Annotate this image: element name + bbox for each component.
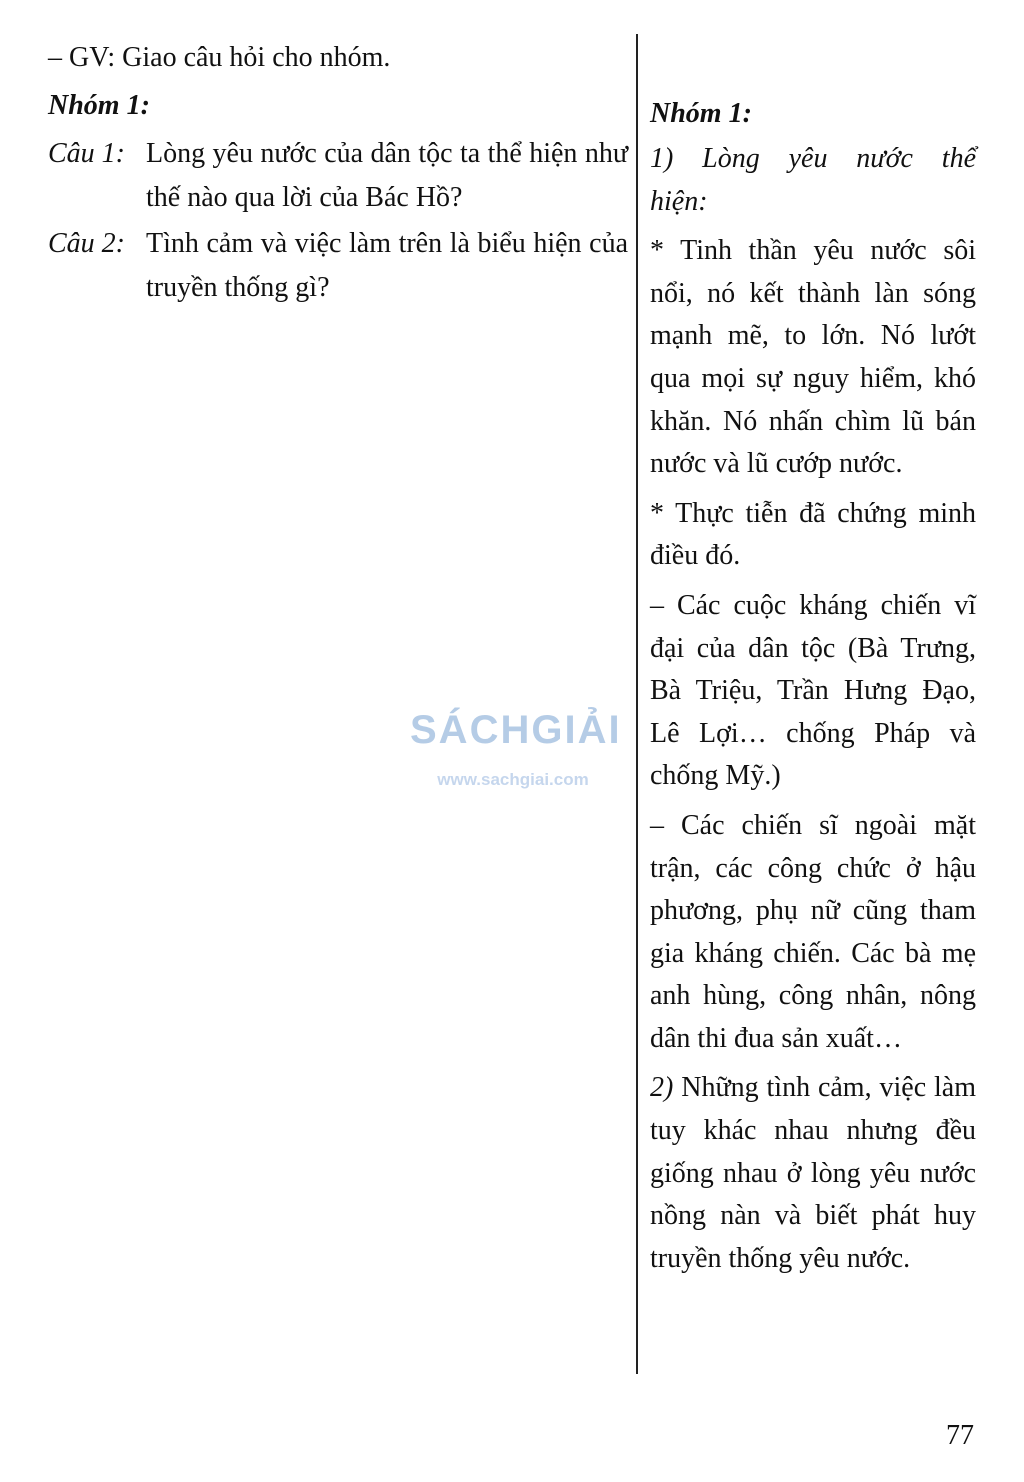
- answer-2-number: 2): [650, 1072, 674, 1104]
- answer-1-point-3: – Các cuộc kháng chiến vĩ đại của dân tộc (Bà Trưng, Bà Triệu, Trần Hưng Đạo, Lê Lợi… chống Pháp và chống Mỹ.): [650, 589, 976, 792]
- column-divider: [636, 34, 638, 1374]
- group-title-left: Nhóm 1:: [48, 90, 150, 121]
- question-1-label: Câu 1:: [48, 138, 125, 169]
- answer-2: [650, 1067, 976, 1280]
- answer-1-point-1: * Tinh thần yêu nước sôi nổi, nó kết thành làn sóng mạnh mẽ, to lớn. Nó lướt qua mọi sự nguy hiểm, khó khăn. Nó nhấn chìm lũ bán nước và lũ cướp nước.: [650, 235, 976, 480]
- watermark-logo: SÁCHGIẢI: [410, 708, 622, 752]
- watermark: [410, 690, 622, 790]
- answer-1-point-2: * Thực tiễn đã chứng minh điều đó.: [650, 497, 976, 572]
- group-title-right: Nhóm 1:: [650, 98, 752, 129]
- answer-2-text: Những tình cảm, việc làm tuy khác nhau nhưng đều giống nhau ở lòng yêu nước nồng nàn và biết phát huy truyền thống yêu nước.: [650, 1072, 976, 1274]
- answer-1-heading: 1) Lòng yêu nước thể hiện:: [650, 143, 976, 217]
- question-2: [48, 222, 628, 310]
- teacher-instruction: – GV: Giao câu hỏi cho nhóm.: [48, 42, 391, 73]
- watermark-url: www.sachgiai.com: [437, 770, 589, 789]
- question-2-text: Tình cảm và việc làm trên là biểu hiện của truyền thống gì?: [146, 228, 628, 303]
- right-column: [650, 92, 976, 1287]
- question-2-label: Câu 2:: [48, 228, 125, 259]
- left-column: [48, 36, 628, 312]
- question-1-text: Lòng yêu nước của dân tộc ta thể hiện như thế nào qua lời của Bác Hồ?: [146, 138, 628, 213]
- page-number: 77: [946, 1420, 974, 1451]
- question-1: [48, 132, 628, 220]
- answer-1-point-4: – Các chiến sĩ ngoài mặt trận, các công chức ở hậu phương, phụ nữ cũng tham gia kháng chiến. Các bà mẹ anh hùng, công nhân, nông dân thi đua sản xuất…: [650, 809, 976, 1054]
